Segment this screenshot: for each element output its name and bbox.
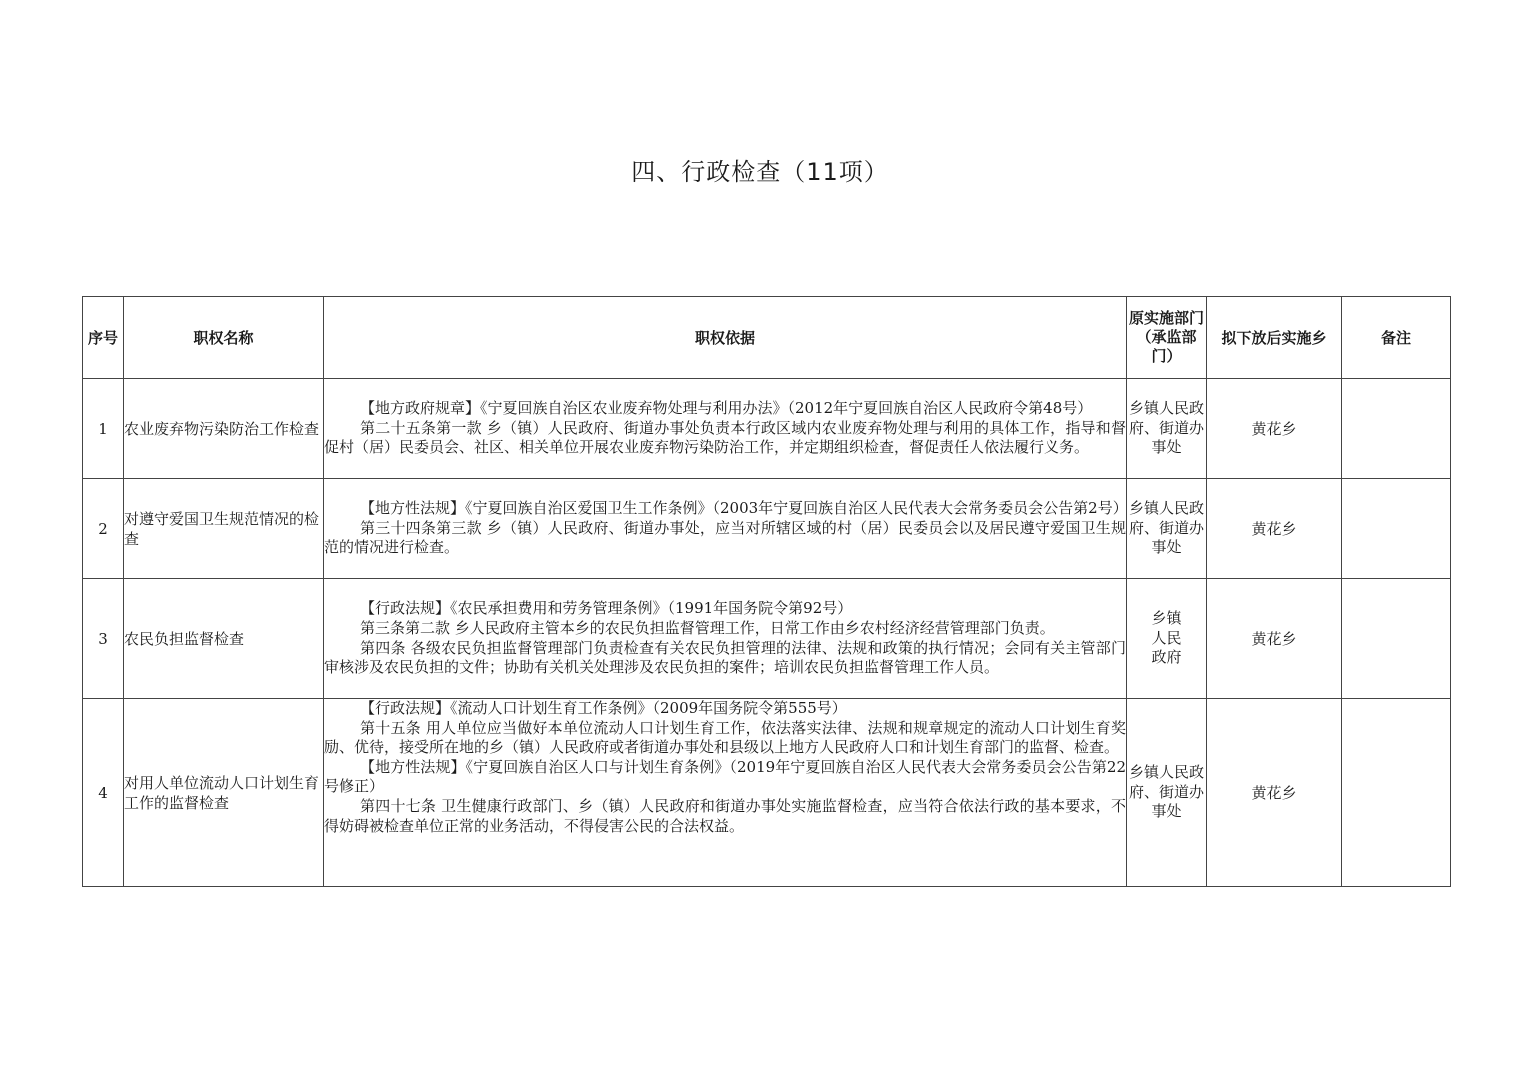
row-target: 黄花乡: [1207, 379, 1342, 479]
row-seq: 1: [83, 379, 124, 479]
row-note: [1342, 699, 1451, 887]
row-seq: 4: [83, 699, 124, 887]
row-basis: [324, 579, 1127, 699]
row-target: 黄花乡: [1207, 699, 1342, 887]
row-basis: [324, 479, 1127, 579]
header-target: 拟下放后实施乡: [1207, 297, 1342, 379]
row-name: 农民负担监督检查: [124, 579, 324, 699]
row-dept: 乡镇人民政府、街道办事处: [1127, 479, 1207, 579]
header-dept: 原实施部门（承监部门）: [1127, 297, 1207, 379]
row-target: 黄花乡: [1207, 579, 1342, 699]
row-seq: 3: [83, 579, 124, 699]
header-row: [83, 297, 1451, 379]
table-row: [83, 699, 1451, 887]
row-basis: [324, 699, 1127, 887]
row-name: 农业废弃物污染防治工作检查: [124, 379, 324, 479]
basis-paragraph: 【地方政府规章】《宁夏回族自治区农业废弃物处理与利用办法》（2012年宁夏回族自治区人民政府令第48号）: [360, 399, 1093, 418]
page-title: 四、行政检查（11项）: [631, 158, 889, 186]
table-row: [83, 579, 1451, 699]
row-name: 对用人单位流动人口计划生育工作的监督检查: [124, 699, 324, 887]
row-name: 对遵守爱国卫生规范情况的检查: [124, 479, 324, 579]
row-note: [1342, 479, 1451, 579]
table-row: [83, 479, 1451, 579]
row-dept: 乡镇人民政府、街道办事处: [1127, 379, 1207, 479]
basis-paragraph: 【行政法规】《农民承担费用和劳务管理条例》（1991年国务院令第92号）: [360, 599, 853, 618]
row-seq: 2: [83, 479, 124, 579]
row-target: 黄花乡: [1207, 479, 1342, 579]
basis-paragraph: 第四十七条 卫生健康行政部门、乡（镇）人民政府和街道办事处实施监督检查，应当符合依法行政的基本要求，不得妨碍被检查单位正常的业务活动，不得侵害公民的合法权益。: [324, 796, 1126, 835]
header-name: 职权名称: [124, 297, 324, 379]
basis-paragraph: 第三十四条第三款 乡（镇）人民政府、街道办事处，应当对所辖区域的村（居）民委员会以及居民遵守爱国卫生规范的情况进行检查。: [324, 518, 1126, 557]
basis-paragraph: 【地方性法规】《宁夏回族自治区人口与计划生育条例》（2019年宁夏回族自治区人民代表大会常务委员会公告第22号修正）: [324, 757, 1126, 796]
basis-paragraph: 第四条 各级农民负担监督管理部门负责检查有关农民负担管理的法律、法规和政策的执行情况；会同有关主管部门审核涉及农民负担的文件；协助有关机关处理涉及农民负担的案件；培训农民负担监督管理工作人员。: [324, 638, 1126, 677]
table-row: [83, 379, 1451, 479]
header-note: 备注: [1342, 297, 1451, 379]
row-dept: 乡镇人民政府、街道办事处: [1127, 699, 1207, 887]
inspection-table: [82, 296, 1451, 887]
basis-paragraph: 第二十五条第一款 乡（镇）人民政府、街道办事处负责本行政区域内农业废弃物处理与利用的具体工作，指导和督促村（居）民委员会、社区、相关单位开展农业废弃物污染防治工作，并定期组织检查，督促责任人依法履行义务。: [324, 418, 1126, 457]
row-note: [1342, 579, 1451, 699]
row-basis: [324, 379, 1127, 479]
header-seq: 序号: [83, 297, 124, 379]
row-note: [1342, 379, 1451, 479]
basis-paragraph: 第十五条 用人单位应当做好本单位流动人口计划生育工作，依法落实法律、法规和规章规定的流动人口计划生育奖励、优待，接受所在地的乡（镇）人民政府或者街道办事处和县级以上地方人民政府人口和计划生育部门的监督、检查。: [324, 718, 1126, 757]
header-basis: 职权依据: [324, 297, 1127, 379]
basis-paragraph: 第三条第二款 乡人民政府主管本乡的农民负担监督管理工作，日常工作由乡农村经济经营管理部门负责。: [360, 618, 1055, 637]
row-dept: 乡镇人民政府: [1127, 579, 1207, 699]
basis-paragraph: 【地方性法规】《宁夏回族自治区爱国卫生工作条例》（2003年宁夏回族自治区人民代表大会常务委员会公告第2号）: [360, 499, 1128, 518]
basis-paragraph: 【行政法规】《流动人口计划生育工作条例》（2009年国务院令第555号）: [360, 699, 847, 717]
